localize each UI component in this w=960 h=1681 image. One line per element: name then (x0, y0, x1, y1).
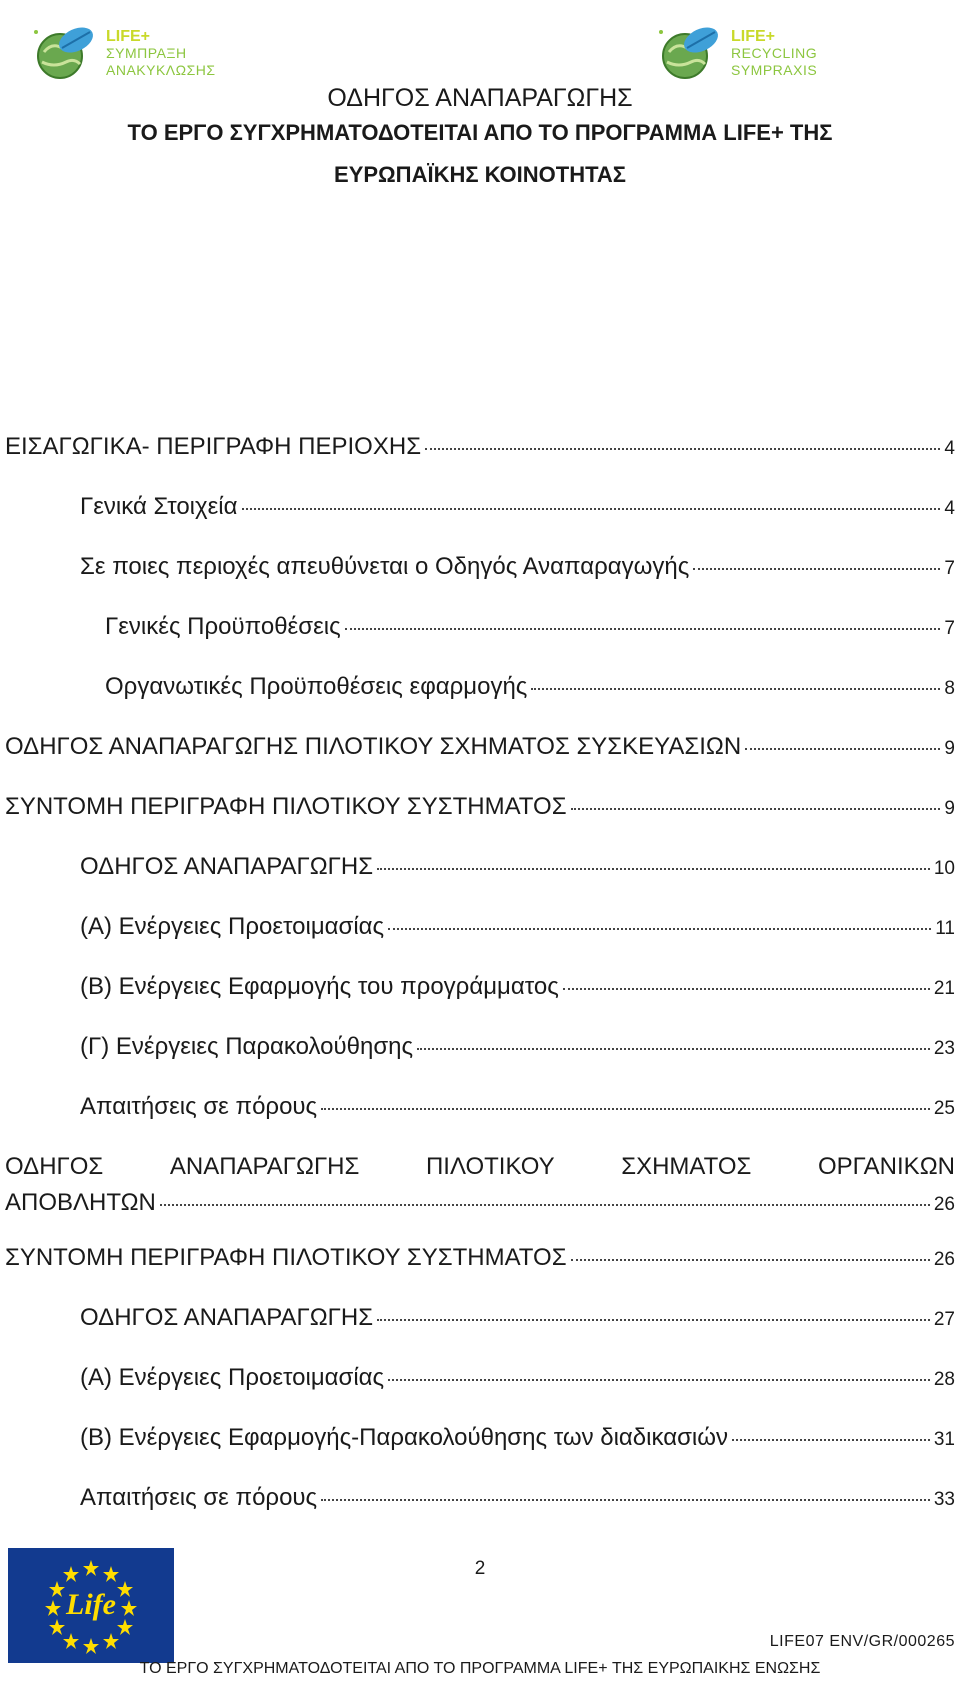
toc-entry[interactable] (5, 793, 955, 821)
toc-entry-title: ΣΥΝΤΟΜΗ ΠΕΡΙΓΡΑΦΗ ΠΙΛΟΤΙΚΟΥ ΣΥΣΤΗΜΑΤΟΣ (5, 1244, 567, 1271)
toc-entry[interactable] (80, 1304, 955, 1332)
toc-entry-title: ΑΠΟΒΛΗΤΩΝ (5, 1189, 156, 1216)
toc-entry-title: (Α) Ενέργειες Προετοιμασίας (80, 913, 385, 940)
toc-entry[interactable] (105, 673, 955, 701)
logo-line-3: ΑΝΑΚΥΚΛΩΣΗΣ (106, 61, 216, 78)
toc-entry-page: 4 (944, 498, 955, 519)
toc-leader-dots (321, 1499, 930, 1501)
page-number: 2 (474, 1558, 486, 1579)
toc-leader-dots (417, 1048, 930, 1050)
toc-leader-dots (745, 748, 940, 750)
toc-entry-title: Απαιτήσεις σε πόρους (80, 1484, 318, 1511)
toc-entry-title: ΟΔΗΓΟΣ ΑΝΑΠΑΡΑΓΩΓΗΣ ΠΙΛΟΤΙΚΟΥ ΣΧΗΜΑΤΟΣ ΣΥΣΚΕΥΑΣΙΩΝ (5, 733, 742, 760)
toc-entry-page: 26 (933, 1249, 955, 1270)
eu-life-logo (8, 1548, 174, 1663)
toc-title-word: ΠΙΛΟΤΙΚΟΥ (425, 1153, 555, 1180)
toc-entry-page: 9 (944, 798, 955, 819)
toc-entry-page: 7 (944, 618, 955, 639)
toc-leader-dots (160, 1204, 930, 1206)
toc-title-word: ΟΔΗΓΟΣ (5, 1153, 104, 1180)
logo-line-2: RECYCLING (731, 44, 818, 61)
toc-title-word: ΣΧΗΜΑΤΟΣ (621, 1153, 752, 1180)
toc-entry-page: 9 (944, 738, 955, 759)
toc-entry[interactable] (80, 1424, 955, 1452)
logo-line-3: SYMPRAXIS (731, 61, 818, 78)
life-recycling-sympraxis-logo (655, 22, 817, 84)
logo-wordmark (106, 28, 216, 79)
eu-stars-icon (8, 1548, 174, 1663)
toc-entry-title: ΟΔΗΓΟΣ ΑΝΑΠΑΡΑΓΩΓΗΣ (80, 1304, 374, 1331)
toc-title-word: ΑΝΑΠΑΡΑΓΩΓΗΣ (169, 1153, 360, 1180)
toc-entry-page: 8 (944, 678, 955, 699)
toc-entry-title-line-1 (5, 1153, 955, 1181)
toc-leader-dots (321, 1108, 930, 1110)
globe-leaf-icon (30, 22, 102, 84)
toc-leader-dots (388, 1379, 930, 1381)
footer-funding-line: ΤΟ ΕΡΓΟ ΣΥΓΧΡΗΜΑΤΟΔΟΤΕΙΤΑΙ ΑΠΟ ΤΟ ΠΡΟΓΡΑΜΜΑ LIFE+ ΤΗΣ ΕΥΡΩΠΑΙΚΗΣ ΕΝΩΣΗΣ (139, 1660, 821, 1677)
toc-leader-dots (563, 988, 930, 990)
logo-wordmark (731, 28, 817, 79)
toc-entry[interactable] (80, 973, 955, 1001)
toc-entry[interactable] (5, 433, 955, 461)
toc-entry-title: (Α) Ενέργειες Προετοιμασίας (80, 1364, 385, 1391)
toc-leader-dots (531, 688, 940, 690)
toc-entry-page: 25 (933, 1098, 955, 1119)
toc-leader-dots (732, 1439, 930, 1441)
toc-entry-page: 31 (933, 1429, 955, 1450)
toc-entry-title: Οργανωτικές Προϋποθέσεις εφαρμογής (105, 673, 528, 700)
toc-entry[interactable] (5, 1244, 955, 1272)
toc-leader-dots (693, 568, 940, 570)
toc-entry-title: (Γ) Ενέργειες Παρακολούθησης (80, 1033, 414, 1060)
toc-entry-title: Σε ποιες περιοχές απευθύνεται ο Οδηγός Αναπαραγωγής (80, 553, 690, 580)
toc-entry-page: 26 (933, 1194, 955, 1215)
toc-entry-title: Γενικά Στοιχεία (80, 493, 238, 520)
toc-entry-title: Απαιτήσεις σε πόρους (80, 1093, 318, 1120)
toc-leader-dots (242, 508, 941, 510)
toc-title-word: ΟΡΓΑΝΙΚΩΝ (817, 1153, 955, 1180)
toc-entry-title: ΟΔΗΓΟΣ ΑΝΑΠΑΡΑΓΩΓΗΣ (80, 853, 374, 880)
toc-entry[interactable] (80, 853, 955, 881)
toc-entry-page: 11 (935, 918, 955, 939)
toc-entry-title: ΕΙΣΑΓΩΓΙΚΑ- ΠΕΡΙΓΡΑΦΗ ΠΕΡΙΟΧΗΣ (5, 433, 422, 460)
toc-entry-page: 4 (944, 438, 955, 459)
toc-entry-title: ΣΥΝΤΟΜΗ ΠΕΡΙΓΡΑΦΗ ΠΙΛΟΤΙΚΟΥ ΣΥΣΤΗΜΑΤΟΣ (5, 793, 567, 820)
toc-entry-page: 10 (933, 858, 955, 879)
toc-entry-title: Γενικές Προϋποθέσεις (105, 613, 341, 640)
funding-subtitle-line-2: ΕΥΡΩΠΑΪΚΗΣ ΚΟΙΝΟΤΗΤΑΣ (334, 162, 626, 187)
logo-line-1: LIFE+ (731, 27, 776, 45)
toc-entry-page: 7 (944, 558, 955, 579)
project-code: LIFE07 ENV/GR/000265 (769, 1633, 955, 1650)
toc-leader-dots (377, 868, 930, 870)
toc-entry-page: 33 (933, 1489, 955, 1510)
logo-line-1: LIFE+ (106, 27, 151, 45)
toc-entry-title: (Β) Ενέργειες Εφαρμογής του προγράμματος (80, 973, 559, 1000)
toc-leader-dots (571, 1259, 930, 1261)
life-sympraxi-logo (30, 22, 216, 84)
toc-leader-dots (571, 808, 941, 810)
toc-leader-dots (388, 928, 931, 930)
document-title: ΟΔΗΓΟΣ ΑΝΑΠΑΡΑΓΩΓΗΣ (327, 84, 633, 112)
toc-entry[interactable] (105, 613, 955, 641)
toc-entry-title-line-2 (5, 1189, 955, 1217)
toc-entry[interactable] (80, 1484, 955, 1512)
toc-entry-page: 23 (933, 1038, 955, 1059)
life-wordmark: Life (66, 1588, 116, 1621)
toc-entry-page: 21 (933, 978, 955, 999)
toc-leader-dots (377, 1319, 930, 1321)
funding-subtitle-line-1: ΤΟ ΕΡΓΟ ΣΥΓΧΡΗΜΑΤΟΔΟΤΕΙΤΑΙ ΑΠΟ ΤΟ ΠΡΟΓΡΑΜΜΑ LIFE+ ΤΗΣ (127, 120, 833, 145)
logo-line-2: ΣΥΜΠΡΑΞΗ (106, 44, 187, 61)
toc-leader-dots (425, 448, 940, 450)
toc-entry[interactable] (80, 1093, 955, 1121)
toc-entry-page: 27 (933, 1309, 955, 1330)
toc-entry[interactable] (80, 1033, 955, 1061)
toc-leader-dots (345, 628, 941, 630)
toc-entry[interactable] (5, 733, 955, 761)
toc-entry-title: (Β) Ενέργειες Εφαρμογής-Παρακολούθησης των διαδικασιών (80, 1424, 728, 1451)
globe-leaf-icon (655, 22, 727, 84)
toc-entry[interactable] (80, 493, 955, 521)
toc-entry[interactable] (80, 1364, 955, 1392)
toc-entry[interactable] (5, 1153, 955, 1217)
toc-entry-page: 28 (933, 1369, 955, 1390)
toc-entry[interactable] (80, 553, 955, 581)
toc-entry[interactable] (80, 913, 955, 941)
